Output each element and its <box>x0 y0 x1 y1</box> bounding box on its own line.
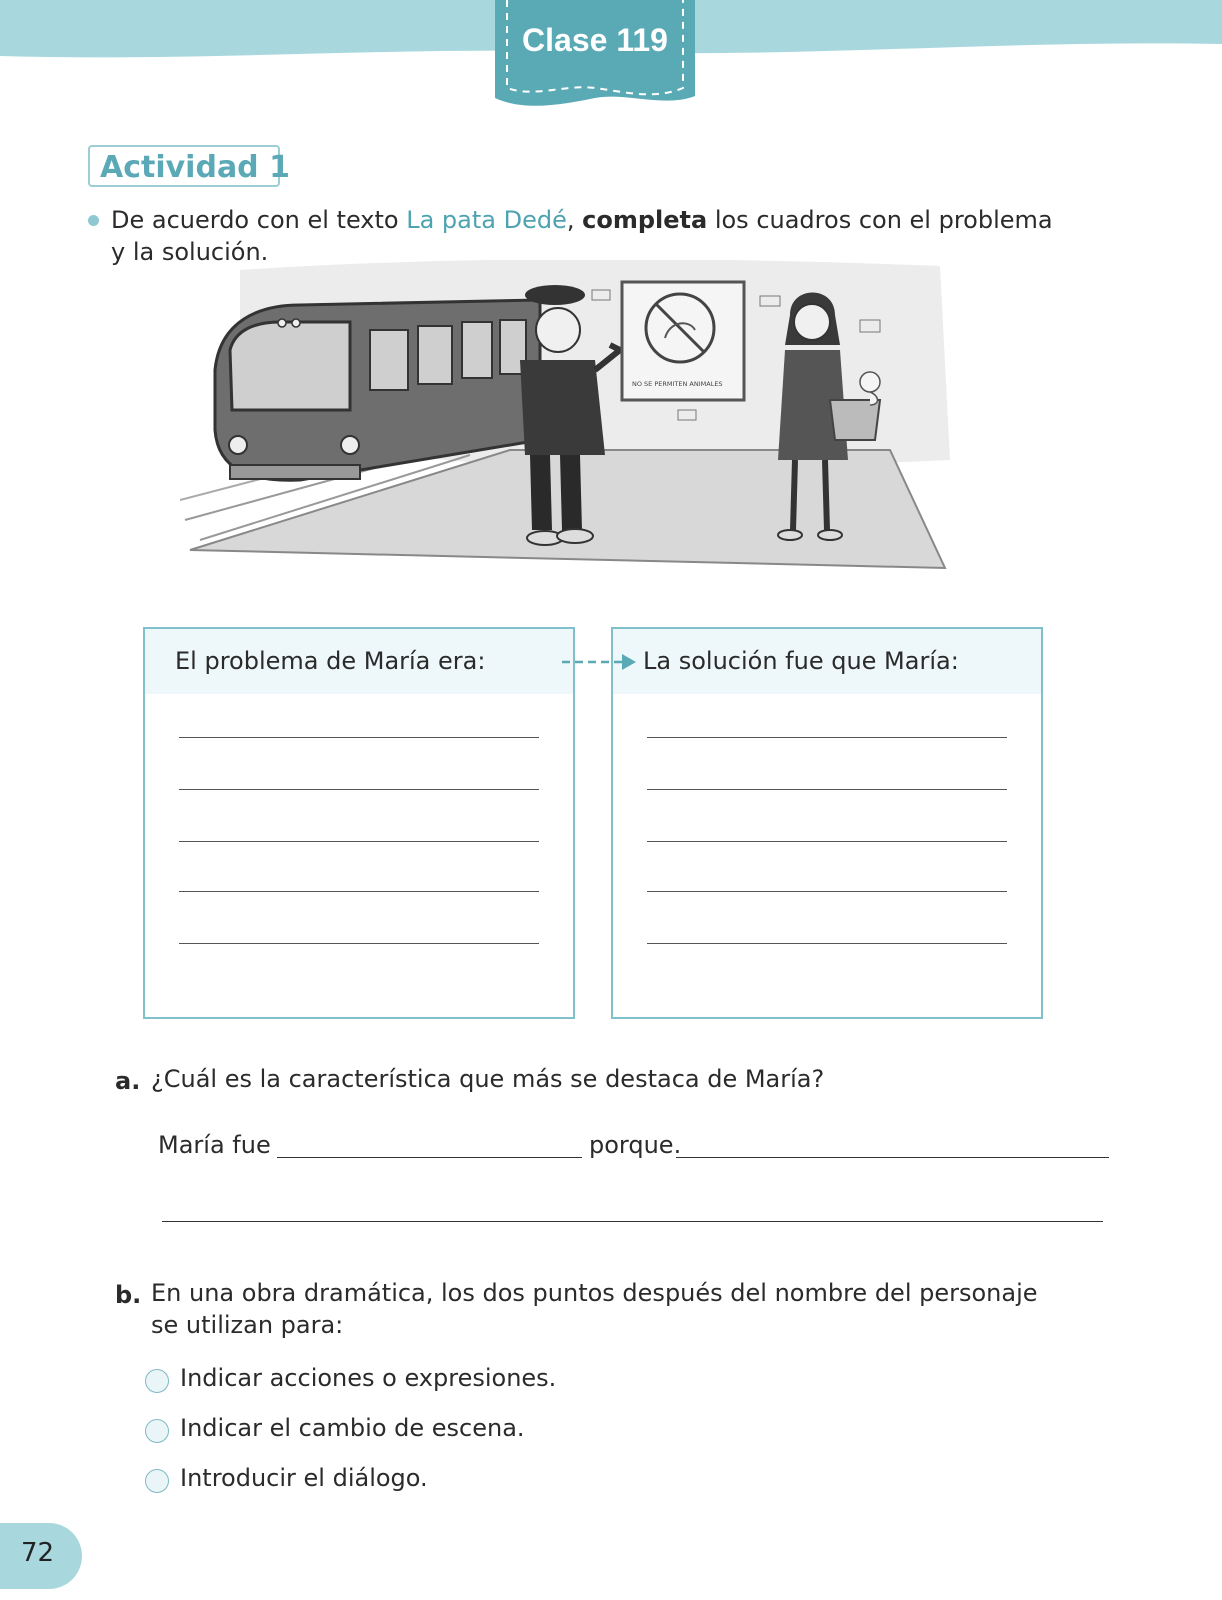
answer-line[interactable] <box>647 737 1007 738</box>
answer-blank[interactable] <box>277 1157 582 1158</box>
arrow-right-icon <box>560 652 640 672</box>
answer-line[interactable] <box>179 789 539 790</box>
question-b-letter: b. <box>115 1281 142 1309</box>
bullet-icon <box>88 215 99 226</box>
instruction-text: los cuadros con el problema y la solución. <box>111 206 1053 266</box>
instruction-text: , <box>566 206 583 234</box>
train-station-illustration <box>180 260 970 580</box>
class-number-title: Clase 119 <box>522 22 668 58</box>
option-radio[interactable] <box>145 1469 169 1493</box>
instruction-text: De acuerdo con el texto <box>111 206 407 234</box>
option-label: Indicar acciones o expresiones. <box>180 1364 557 1392</box>
question-a-text: ¿Cuál es la característica que más se destaca de María? <box>151 1065 825 1093</box>
no-animals-sign-text: NO SE PERMITEN ANIMALES <box>632 380 723 388</box>
answer-line[interactable] <box>647 789 1007 790</box>
option-radio[interactable] <box>145 1369 169 1393</box>
option-radio[interactable] <box>145 1419 169 1443</box>
solution-box-title: La solución fue que María: <box>613 629 1041 694</box>
problem-box <box>143 627 575 1019</box>
story-title: La pata Dedé <box>406 206 567 234</box>
question-b-text: En una obra dramática, los dos puntos después del nombre del personaje se utilizan para: <box>151 1279 1038 1339</box>
fill-in-middle: porque. <box>589 1131 682 1159</box>
answer-line[interactable] <box>179 891 539 892</box>
answer-line[interactable] <box>179 841 539 842</box>
option-label: Indicar el cambio de escena. <box>180 1414 525 1442</box>
problem-box-title: El problema de María era: <box>145 629 573 694</box>
page-number: 72 <box>20 1538 55 1568</box>
question-a-letter: a. <box>115 1067 141 1095</box>
fill-in-start: María fue <box>158 1131 271 1159</box>
instruction-verb: completa <box>582 206 708 234</box>
answer-blank[interactable] <box>162 1221 1103 1222</box>
solution-box <box>611 627 1043 1019</box>
answer-line[interactable] <box>647 891 1007 892</box>
activity-title: Actividad 1 <box>100 150 290 185</box>
answer-line[interactable] <box>179 943 539 944</box>
answer-line[interactable] <box>647 943 1007 944</box>
answer-line[interactable] <box>179 737 539 738</box>
option-label: Introducir el diálogo. <box>180 1464 428 1492</box>
activity-instruction <box>111 204 1071 268</box>
answer-blank[interactable] <box>676 1157 1109 1158</box>
answer-line[interactable] <box>647 841 1007 842</box>
